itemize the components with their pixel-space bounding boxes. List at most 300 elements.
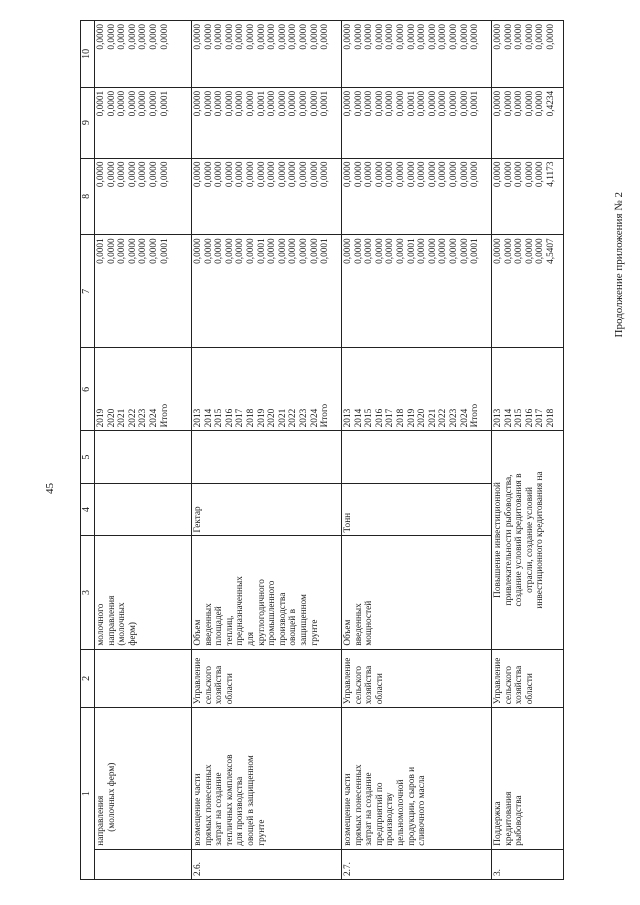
- values-col7: [95, 158, 192, 235]
- value-cell: 0,0000: [427, 238, 438, 264]
- value-cell: 0,0000: [353, 90, 364, 117]
- value-cell: 0,0000: [470, 161, 481, 188]
- value-cell: 0,0000: [193, 161, 203, 188]
- year-label: 2017: [535, 408, 546, 428]
- header-cell: 1: [81, 708, 95, 880]
- unit: [95, 483, 192, 536]
- header-cell: 7: [81, 235, 95, 348]
- value-cell: 0,0000: [448, 161, 459, 188]
- value-cell: 0,0000: [224, 24, 235, 50]
- value-cell: 0,0000: [524, 161, 535, 188]
- value-cell: 0,0000: [374, 24, 385, 50]
- value-cell: 0,0000: [503, 238, 514, 264]
- value-cell: 0,0000: [256, 24, 267, 50]
- value-cell: 0,0000: [417, 161, 428, 188]
- value-cell: 0,0000: [438, 238, 449, 264]
- header-cell: 6: [81, 348, 95, 431]
- executor: [192, 649, 342, 708]
- value-cell: 0,0000: [245, 24, 256, 50]
- text-line: защищенном: [298, 594, 309, 646]
- value-cell: 0,0000: [438, 161, 449, 188]
- value-cell: 0,0000: [298, 90, 309, 117]
- values-col6: [342, 235, 492, 348]
- value-cell: 0,0000: [127, 238, 138, 264]
- empty-cell: [192, 431, 342, 484]
- year-label: 2015: [514, 408, 525, 428]
- value-cell: 0,0001: [256, 90, 267, 117]
- header-cell: 5: [81, 431, 95, 484]
- text-line: предназначенных: [235, 576, 246, 646]
- years: [192, 348, 342, 431]
- value-cell: 0,0000: [524, 238, 535, 264]
- value-cell: 0,0000: [277, 238, 288, 264]
- value-cell: 0,0000: [106, 238, 117, 264]
- year-label: 2022: [288, 408, 299, 428]
- text-line: Управление: [193, 657, 203, 705]
- text-line: сельского: [203, 665, 214, 705]
- values-col8: [192, 87, 342, 158]
- values-col9: [492, 21, 564, 88]
- value-cell: 0,0000: [288, 90, 299, 117]
- text-line: Управление: [343, 657, 353, 705]
- value-cell: 0,0000: [535, 90, 546, 117]
- appendix-table: [80, 20, 564, 880]
- years: [342, 348, 492, 431]
- value-cell: 0,0000: [298, 24, 309, 50]
- executor: [95, 649, 192, 708]
- values-col7: [342, 158, 492, 235]
- value-cell: 0,0000: [417, 24, 428, 50]
- value-cell: 0,0000: [106, 24, 117, 50]
- year-label: 2019: [406, 408, 417, 428]
- section-row: [192, 21, 342, 880]
- unit: Тонн: [342, 483, 492, 536]
- indicator: [342, 536, 492, 649]
- year-label: 2023: [138, 408, 149, 428]
- value-cell: 0,0000: [417, 238, 428, 264]
- value-cell: 0,0000: [148, 161, 159, 188]
- value-cell: 0,0000: [353, 238, 364, 264]
- row-number: 2.6.: [192, 849, 342, 879]
- value-cell: 0,0000: [277, 24, 288, 50]
- value-cell: 0,0000: [117, 24, 128, 50]
- year-label: 2013: [343, 408, 353, 428]
- year-label: 2023: [448, 408, 459, 428]
- header-row: [81, 21, 95, 880]
- value-cell: 0,0001: [159, 90, 170, 117]
- text-line: прямых понесенных: [203, 764, 214, 846]
- value-cell: 0,0000: [148, 24, 159, 50]
- value-cell: 0,0000: [514, 238, 525, 264]
- values-col8: [95, 87, 192, 158]
- continuation-caption: Продолжение приложения № 2: [613, 192, 625, 338]
- value-cell: 0,0000: [459, 90, 470, 117]
- value-cell: 0,0000: [106, 161, 117, 188]
- value-cell: 0,0000: [138, 90, 149, 117]
- value-cell: 0,0001: [406, 90, 417, 117]
- value-cell: 0,0000: [364, 90, 375, 117]
- header-cell: 4: [81, 483, 95, 536]
- value-cell: 0,0000: [138, 24, 149, 50]
- text-line: хозяйства: [514, 665, 525, 705]
- value-cell: 0,0000: [159, 161, 170, 188]
- year-label: 2016: [224, 408, 235, 428]
- text-line: площадей: [214, 606, 225, 646]
- executor: [342, 649, 492, 708]
- text-line: промышленного: [267, 580, 278, 646]
- values-col9: [192, 21, 342, 88]
- value-cell: 0,0000: [493, 161, 503, 188]
- text-line: хозяйства: [214, 665, 225, 705]
- value-cell: 0,0000: [459, 238, 470, 264]
- text-line: для: [245, 631, 256, 646]
- text-line: Управление: [493, 657, 503, 705]
- page-number: 45: [44, 483, 56, 494]
- value-cell: 0,0000: [235, 238, 246, 264]
- text-line: сливочного масла: [417, 775, 428, 846]
- empty-cell: [95, 431, 192, 484]
- value-cell: 0,0000: [503, 161, 514, 188]
- value-cell: 0,0000: [535, 24, 546, 50]
- rotated-table-wrapper: [80, 20, 610, 880]
- value-cell: 0,0000: [427, 161, 438, 188]
- years: [95, 348, 192, 431]
- year-label: 2022: [127, 408, 138, 428]
- year-label: 2020: [106, 408, 117, 428]
- value-cell: 0,0000: [448, 238, 459, 264]
- value-cell: 4,5407: [545, 238, 556, 264]
- measure-name: [342, 708, 492, 849]
- values-col6: [95, 235, 192, 348]
- year-label: 2020: [267, 408, 278, 428]
- value-cell: 0,0000: [343, 90, 353, 117]
- value-cell: 0,0000: [96, 24, 106, 50]
- year-label: 2024: [148, 408, 159, 428]
- value-cell: 0,0000: [159, 24, 170, 50]
- text-line: области: [224, 673, 235, 705]
- year-label: 2014: [503, 408, 514, 428]
- value-cell: 0,0000: [235, 24, 246, 50]
- section-row: [95, 21, 192, 880]
- year-label: 2019: [96, 408, 106, 428]
- value-cell: 0,0000: [364, 161, 375, 188]
- value-cell: 0,0001: [159, 238, 170, 264]
- text-line: области: [374, 673, 385, 705]
- value-cell: 0,0000: [417, 90, 428, 117]
- text-line: введенных: [203, 603, 214, 646]
- value-cell: 0,0000: [353, 161, 364, 188]
- value-cell: 0,0000: [298, 161, 309, 188]
- value-cell: 0,0000: [385, 161, 396, 188]
- value-cell: 0,0000: [448, 90, 459, 117]
- value-cell: 0,0001: [96, 90, 106, 117]
- value-cell: 0,0000: [277, 90, 288, 117]
- values-col9: [342, 21, 492, 88]
- value-cell: 0,0000: [277, 161, 288, 188]
- year-label: 2018: [395, 408, 406, 428]
- values-col6: [492, 235, 564, 348]
- value-cell: 0,0000: [214, 24, 225, 50]
- value-cell: 0,0000: [395, 90, 406, 117]
- value-cell: 0,0000: [148, 90, 159, 117]
- value-cell: 0,0000: [503, 90, 514, 117]
- value-cell: 0,0000: [96, 161, 106, 188]
- values-col9: [95, 21, 192, 88]
- text-line: Объем: [343, 619, 353, 646]
- value-cell: 0,0000: [245, 90, 256, 117]
- section-row: [342, 21, 492, 880]
- text-line: затрат на создание: [364, 772, 375, 846]
- value-cell: 0,0000: [364, 24, 375, 50]
- year-label: 2024: [459, 408, 470, 428]
- year-label: 2015: [214, 408, 225, 428]
- value-cell: 0,4234: [545, 90, 556, 117]
- text-line: овощей в: [288, 609, 299, 646]
- text-line: тепличных комплексов: [224, 754, 235, 846]
- value-cell: 0,0000: [459, 161, 470, 188]
- value-cell: 0,0000: [493, 24, 503, 50]
- value-cell: 0,0000: [288, 238, 299, 264]
- value-cell: 0,0000: [374, 161, 385, 188]
- value-cell: 0,0000: [343, 238, 353, 264]
- value-cell: 0,0001: [96, 238, 106, 264]
- value-cell: 0,0000: [235, 161, 246, 188]
- text-line: Поддержка: [493, 801, 503, 846]
- year-label: 2016: [374, 408, 385, 428]
- text-line: введенных: [353, 603, 364, 646]
- text-line: инвестиционного кредитования на: [535, 471, 546, 609]
- value-cell: 0,0000: [493, 238, 503, 264]
- value-cell: 0,0000: [256, 161, 267, 188]
- value-cell: 0,0000: [224, 90, 235, 117]
- text-line: прямых понесенных: [353, 764, 364, 846]
- value-cell: 0,0001: [470, 90, 481, 117]
- value-cell: 0,0000: [309, 24, 320, 50]
- values-col8: [492, 87, 564, 158]
- unit: Гектар: [192, 483, 342, 536]
- value-cell: 0,0000: [309, 238, 320, 264]
- text-line: хозяйства: [364, 665, 375, 705]
- value-cell: 0,0001: [406, 238, 417, 264]
- text-line: отрасли, создание условий: [524, 487, 535, 593]
- text-line: цельномолочной: [395, 779, 406, 846]
- year-label: 2018: [545, 408, 556, 428]
- value-cell: 0,0000: [470, 24, 481, 50]
- value-cell: 0,0000: [395, 24, 406, 50]
- value-cell: 0,0000: [493, 90, 503, 117]
- year-label: 2013: [193, 408, 203, 428]
- value-cell: 0,0000: [214, 161, 225, 188]
- value-cell: 0,0000: [193, 238, 203, 264]
- value-cell: 0,0000: [535, 161, 546, 188]
- value-cell: 0,0000: [288, 161, 299, 188]
- indicator: молочного направления (молочных ферм): [95, 536, 192, 649]
- value-cell: 0,0000: [203, 24, 214, 50]
- header-cell: 10: [81, 21, 95, 88]
- value-cell: 0,0000: [117, 90, 128, 117]
- text-line: круглогодичного: [256, 579, 267, 646]
- text-line: сельского: [353, 665, 364, 705]
- year-label: 2023: [298, 408, 309, 428]
- year-label: Итого: [159, 403, 170, 428]
- row-number: 2.7.: [342, 849, 492, 879]
- value-cell: 0,0000: [203, 238, 214, 264]
- value-cell: 0,0000: [214, 238, 225, 264]
- year-label: 2020: [417, 408, 428, 428]
- values-col6: [192, 235, 342, 348]
- value-cell: 0,0000: [459, 24, 470, 50]
- value-cell: 0,0000: [193, 24, 203, 50]
- year-label: 2016: [524, 408, 535, 428]
- value-cell: 0,0000: [514, 161, 525, 188]
- value-cell: 0,0000: [138, 161, 149, 188]
- text-line: затрат на создание: [214, 772, 225, 846]
- value-cell: 0,0000: [148, 238, 159, 264]
- text-line: возмещение части: [193, 773, 203, 846]
- year-label: Итого: [320, 403, 331, 428]
- year-label: 2022: [438, 408, 449, 428]
- value-cell: 0,0000: [406, 161, 417, 188]
- value-cell: 0,0000: [438, 24, 449, 50]
- text-line: мощностей: [364, 600, 375, 646]
- values-col8: [342, 87, 492, 158]
- value-cell: 0,0000: [364, 238, 375, 264]
- year-label: 2013: [493, 408, 503, 428]
- year-label: 2015: [364, 408, 375, 428]
- value-cell: 0,0000: [267, 90, 278, 117]
- value-cell: 0,0000: [267, 24, 278, 50]
- text-line: производства: [277, 592, 288, 646]
- value-cell: 0,0000: [545, 24, 556, 50]
- value-cell: 0,0000: [106, 90, 117, 117]
- value-cell: 0,0000: [385, 24, 396, 50]
- value-cell: 0,0000: [343, 161, 353, 188]
- value-cell: 0,0000: [374, 238, 385, 264]
- value-cell: 0,0000: [117, 161, 128, 188]
- value-cell: 0,0000: [395, 238, 406, 264]
- values-col7: [492, 158, 564, 235]
- value-cell: 0,0000: [385, 238, 396, 264]
- text-line: предприятий по: [374, 782, 385, 846]
- text-line: области: [524, 673, 535, 705]
- value-cell: 0,0000: [395, 161, 406, 188]
- header-cell: 9: [81, 87, 95, 158]
- value-cell: 0,0000: [353, 24, 364, 50]
- text-line: грунте: [256, 819, 267, 846]
- text-line: кредитования: [503, 791, 514, 846]
- value-cell: 0,0000: [288, 24, 299, 50]
- value-cell: 0,0000: [224, 161, 235, 188]
- header-cell: 3: [81, 536, 95, 649]
- header-cell: 8: [81, 158, 95, 235]
- text-line: привлекательности рыбоводства,: [503, 474, 514, 606]
- value-cell: 0,0000: [438, 90, 449, 117]
- executor: [492, 649, 564, 708]
- measure-name: [192, 708, 342, 849]
- text-line: Объем: [193, 619, 203, 646]
- text-line: Повышение инвестиционной: [493, 482, 503, 598]
- year-label: 2021: [277, 408, 288, 428]
- value-cell: 0,0000: [203, 161, 214, 188]
- value-cell: 0,0000: [320, 161, 331, 188]
- value-cell: 0,0000: [309, 90, 320, 117]
- value-cell: 0,0000: [309, 161, 320, 188]
- text-line: сельского: [503, 665, 514, 705]
- header-cell: 2: [81, 649, 95, 708]
- value-cell: 0,0000: [127, 90, 138, 117]
- measure-name: направления (молочных ферм): [95, 708, 192, 849]
- text-line: для производства: [235, 776, 246, 846]
- value-cell: 0,0000: [427, 24, 438, 50]
- year-label: 2017: [235, 408, 246, 428]
- year-label: 2014: [203, 408, 214, 428]
- value-cell: 0,0001: [320, 238, 331, 264]
- row-number: [95, 849, 192, 879]
- value-cell: 0,0000: [374, 90, 385, 117]
- value-cell: 0,0000: [203, 90, 214, 117]
- value-cell: 0,0000: [385, 90, 396, 117]
- value-cell: 4,1173: [545, 161, 556, 187]
- value-cell: 0,0000: [406, 24, 417, 50]
- value-cell: 0,0000: [224, 238, 235, 264]
- value-cell: 0,0001: [320, 90, 331, 117]
- value-cell: 0,0000: [524, 90, 535, 117]
- value-cell: 0,0000: [267, 238, 278, 264]
- value-cell: 0,0000: [235, 90, 246, 117]
- value-cell: 0,0000: [127, 161, 138, 188]
- values-col7: [192, 158, 342, 235]
- value-cell: 0,0001: [256, 238, 267, 264]
- year-label: 2024: [309, 408, 320, 428]
- value-cell: 0,0000: [117, 238, 128, 264]
- value-cell: 0,0001: [470, 238, 481, 264]
- text-line: теплиц,: [224, 615, 235, 646]
- value-cell: 0,0000: [448, 24, 459, 50]
- value-cell: 0,0000: [535, 238, 546, 264]
- value-cell: 0,0000: [214, 90, 225, 117]
- indicator: [192, 536, 342, 649]
- value-cell: 0,0000: [245, 238, 256, 264]
- value-cell: 0,0000: [503, 24, 514, 50]
- year-label: 2019: [256, 408, 267, 428]
- value-cell: 0,0000: [514, 90, 525, 117]
- value-cell: 0,0000: [320, 24, 331, 50]
- value-cell: 0,0000: [298, 238, 309, 264]
- text-line: производству: [385, 792, 396, 846]
- year-label: 2018: [245, 408, 256, 428]
- text-line: рыбоводства: [514, 795, 525, 846]
- text-line: продукции, сыров и: [406, 766, 417, 846]
- value-cell: 0,0000: [138, 238, 149, 264]
- value-cell: 0,0000: [427, 90, 438, 117]
- value-cell: 0,0000: [343, 24, 353, 50]
- section-row: [492, 21, 564, 880]
- row-number: 3.: [492, 849, 564, 879]
- indicator: [492, 431, 564, 649]
- value-cell: 0,0000: [193, 90, 203, 117]
- year-label: 2021: [117, 408, 128, 428]
- empty-cell: [342, 431, 492, 484]
- year-label: 2014: [353, 408, 364, 428]
- year-label: 2017: [385, 408, 396, 428]
- value-cell: 0,0000: [524, 24, 535, 50]
- text-line: создание условий кредитования в: [514, 473, 525, 607]
- value-cell: 0,0000: [245, 161, 256, 188]
- value-cell: 0,0000: [127, 24, 138, 50]
- years: [492, 348, 564, 431]
- text-line: возмещение части: [343, 773, 353, 846]
- year-label: Итого: [470, 403, 481, 428]
